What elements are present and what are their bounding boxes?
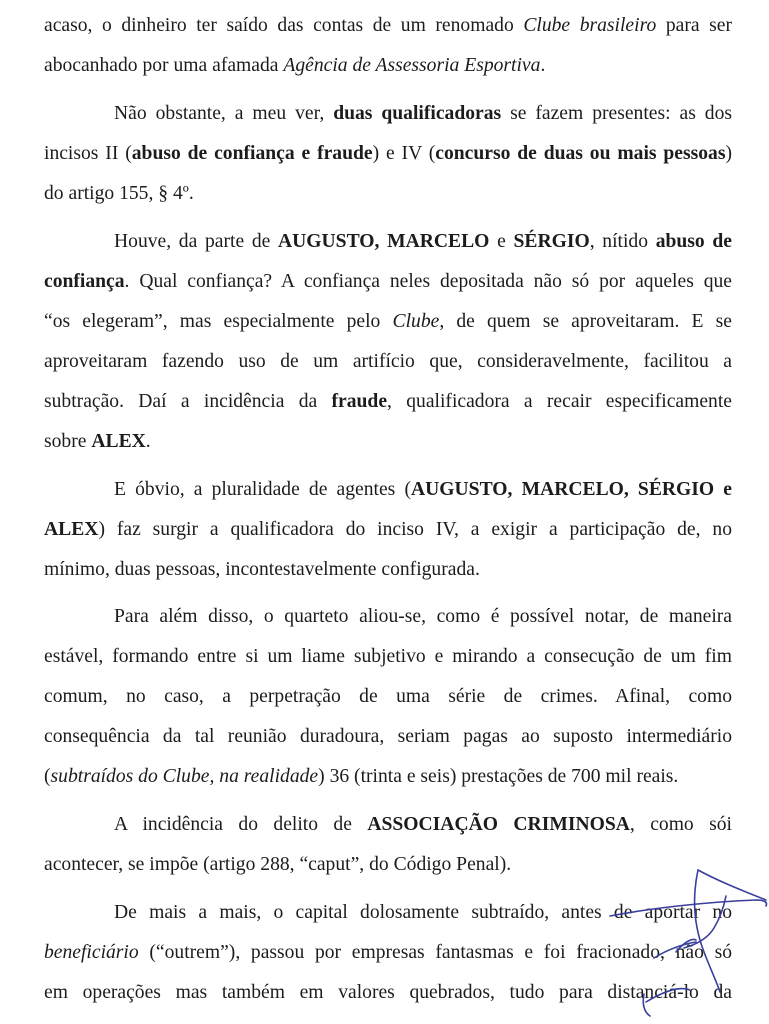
text-line: em operações mas também em valores quebrados, tudo para distanciá-lo da [44,982,732,1003]
text-line: subtração. Daí a incidência da fraude, qualificadora a recair especificamente [44,391,732,412]
text-line: ALEX) faz surgir a qualificadora do inciso IV, a exigir a participação de, no [44,519,732,540]
text-line: sobre ALEX. [44,431,151,452]
text-line: beneficiário (“outrem”), passou por empresas fantasmas e foi fracionado, não só [44,942,732,963]
text-line: consequência da tal reunião duradoura, seriam pagas ao suposto intermediário [44,726,732,747]
text-line: mínimo, duas pessoas, incontestavelmente configurada. [44,559,480,580]
text-line: (subtraídos do Clube, na realidade) 36 (trinta e seis) prestações de 700 mil reais. [44,766,679,787]
text-line: acaso, o dinheiro ter saído das contas de um renomado Clube brasileiro para ser [44,15,732,36]
text-line: A incidência do delito de ASSOCIAÇÃO CRIMINOSA, como sói [114,814,733,835]
text-line: De mais a mais, o capital dolosamente subtraído, antes de aportar no [114,902,732,923]
signature-scribble [580,840,769,1024]
text-line: comum, no caso, a perpetração de uma série de crimes. Afinal, como [44,686,732,707]
text-line: Não obstante, a meu ver, duas qualificadoras se fazem presentes: as dos [114,103,732,124]
text-line: abocanhado por uma afamada Agência de Assessoria Esportiva. [44,55,546,76]
text-line: confiança. Qual confiança? A confiança neles depositada não só por aqueles que [44,271,732,292]
text-line: do artigo 155, § 4º. [44,183,194,204]
text-line: Houve, da parte de AUGUSTO, MARCELO e SÉRGIO, nítido abuso de [114,231,732,252]
text-line: Para além disso, o quarteto aliou-se, como é possível notar, de maneira [114,606,732,627]
text-line: aproveitaram fazendo uso de um artifício que, consideravelmente, facilitou a [44,351,732,372]
text-line: “os elegeram”, mas especialmente pelo Clube, de quem se aproveitaram. E se [44,311,732,332]
text-line: E óbvio, a pluralidade de agentes (AUGUSTO, MARCELO, SÉRGIO e [114,479,733,500]
text-line: incisos II (abuso de confiança e fraude) e IV (concurso de duas ou mais pessoas) [44,143,732,164]
text-line: acontecer, se impõe (artigo 288, “caput”, do Código Penal). [44,854,512,875]
text-line: estável, formando entre si um liame subjetivo e mirando a consecução de um fim [44,646,732,667]
